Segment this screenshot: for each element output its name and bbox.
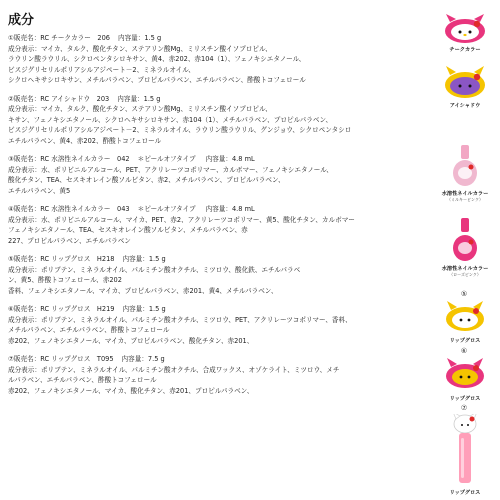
ingredient-line: 酸化チタン、TEA、セスキオレイン酸ソルビタン、赤2、メチルパラベン、プロピルパラベン、 [8, 176, 285, 184]
ingredient-section [8, 304, 433, 346]
product-label: 水溶性ネイルカラー [441, 191, 489, 197]
nail-bottle-icon [430, 145, 500, 189]
ingredient-section [8, 154, 433, 196]
product-name: ④販売名：RC 水溶性ネイルカラー 043 [8, 205, 130, 213]
product-name: ②販売名：RC アイシャドウ 203 [8, 94, 110, 103]
product-column [430, 0, 500, 500]
product-label: チークカラー [449, 47, 481, 53]
product-eye-shadow [430, 66, 500, 110]
ingredient-line: 成分表示：水、ポリビニルアルコール、マイカ、PET、赤2、アクリレーツコポリマー、黄5、酸化チタン、カルボマー [8, 215, 355, 224]
product-sublabel: （ローズピンク） [449, 272, 481, 277]
page-title: 成分 [8, 13, 35, 28]
ingredient-line: 香料、フェノキシエタノール、マイカ、プロピルパラベン、赤201、黄4、メチルパラベン、 [8, 286, 278, 295]
product-name: ⑤販売名：RC リップグロス H218 [8, 255, 115, 263]
cheek-compact-icon [430, 14, 500, 44]
lip-gloss-compact-icon [430, 357, 500, 391]
product-number: ⑤ [460, 290, 468, 298]
ingredient-line: メチルパラベン、エチルパラベン、酢酸トコフェロール [8, 326, 170, 334]
product-name: ③販売名：RC 水溶性ネイルカラー 042 [8, 155, 130, 163]
product-label: 水溶性ネイルカラー [441, 266, 489, 272]
product-nail-milky-pink [430, 145, 500, 205]
ingredient-line: 成分表示：ポリブテン、ミネラルオイル、パルミチン酸オクチル、ミツロウ、酸化鉄、エチルパラベ [8, 265, 301, 274]
product-number: ⑥ [460, 347, 468, 355]
product-sublabel: （ミルキーピンク） [447, 197, 483, 202]
product-cheek-color [430, 14, 500, 53]
section-header [8, 204, 433, 215]
ingredient-section [8, 33, 433, 86]
ingredient-line: シクロヘキサシロキサン、メチルパラベン、プロピルパラベン、エチルパラベン、酢酸トコフェロール [8, 76, 306, 84]
product-detail: 内容量：1.5 g [117, 34, 162, 42]
product-name: ⑥販売名：RC リップグロス H219 [8, 305, 115, 313]
ingredient-line: ビスジグリセリルポリアシルアジペート－2、ミネラルオイル、ラウリン酸ラウリル、グンジョウ、シクロペンタシロ [8, 126, 352, 134]
section-header [8, 154, 433, 165]
section-header [8, 33, 433, 44]
product-lip-gloss-h219 [430, 347, 500, 409]
ingredient-list [8, 33, 433, 404]
ingredient-line: ビスジグリセリルポリアシルアジペート－2、ミネラルオイル、 [8, 65, 195, 74]
section-header [8, 254, 433, 265]
ingredient-line: ラウリン酸ラウリル、シクロペンタシロキサン、黄4、赤202、赤104（1）、フェノキシエタノール、 [8, 55, 306, 63]
product-label: リップグロス [449, 338, 481, 344]
product-detail: 内容量：1.5 g [122, 255, 166, 263]
ingredient-line: 227、プロピルパラベン、エチルパラベン [8, 236, 131, 245]
ingredient-line: フェノキシエタノール、TEA、セスキオレイン酸ソルビタン、メチルパラベン、赤 [8, 226, 248, 234]
product-label: リップグロス [449, 396, 481, 402]
section-header [8, 304, 433, 315]
product-name: ①販売名：RC チークカラー 206 [8, 34, 110, 42]
ingredient-line: 成分表示：ポリブテン、ミネラルオイル、パルミチン酸オクチル、ミツロウ、PET、アクリレーツコポリマー、香料、 [8, 315, 352, 324]
ingredient-section [8, 94, 433, 147]
ingredient-section [8, 354, 433, 396]
product-detail: 内容量：1.5 g [122, 305, 166, 313]
nail-bottle-icon [430, 218, 500, 264]
ingredient-line: エチルパラベン、黄5 [8, 186, 71, 195]
product-number: ⑦ [460, 404, 468, 412]
product-detail: 内容量：4.8 mL [205, 205, 255, 213]
product-detail: 内容量：4.8 mL [205, 155, 255, 163]
product-lip-gloss-h218 [430, 290, 500, 350]
section-header [8, 354, 433, 365]
ingredient-line: キサン、フェノキシエタノール、シクロヘキサシロキサン、赤104（1）、メチルパラベン、プロピルパラベン、 [8, 115, 333, 124]
product-lip-gloss-t095 [430, 404, 500, 498]
ingredient-section [8, 254, 433, 296]
ingredient-line: 成分表示：水、ポリビニルアルコール、PET、アクリレーツコポリマー、カルボマー、フェノキシエタノール、 [8, 165, 333, 174]
ingredient-line: ン、黄5、酢酸トコフェロール、赤202 [8, 276, 122, 284]
product-detail: ＊ピールオフタイプ [137, 155, 196, 163]
section-header [8, 94, 433, 105]
product-label: アイシャドウ [449, 103, 481, 109]
product-detail: 内容量：7.5 g [121, 355, 165, 363]
ingredient-line: 成分表示：マイカ、タルク、酸化チタン、ステアリン酸Mg、ミリスチン酸イソプロピル、 [8, 105, 272, 113]
product-label: リップグロス [449, 490, 481, 496]
lip-gloss-tube-icon [430, 414, 500, 488]
ingredient-line: 赤202、フェノキシエタノール、マイカ、プロピルパラベン、酸化チタン、赤201、 [8, 336, 254, 345]
product-name: ⑦販売名：RC リップグロス T095 [8, 355, 114, 363]
product-detail: 内容量：1.5 g [117, 94, 161, 103]
ingredient-line: エチルパラベン、黄4、赤202、酢酸トコフェロール [8, 136, 162, 145]
ingredient-line: 赤202、フェノキシエタノール、マイカ、酸化チタン、赤201、プロピルパラベン、 [8, 386, 254, 395]
ingredient-line: 成分表示：マイカ、タルク、酸化チタン、ステアリン酸Mg、ミリスチン酸イソプロピル、 [8, 44, 272, 53]
eyeshadow-compact-icon [430, 66, 500, 100]
ingredient-section [8, 204, 433, 246]
lip-gloss-compact-icon [430, 300, 500, 334]
ingredient-line: ルパラベン、エチルパラベン、酢酸トコフェロール [8, 376, 157, 384]
product-detail: ＊ピールオフタイプ [137, 205, 196, 213]
ingredient-line: 成分表示：ポリブテン、ミネラルオイル、パルミチン酸オクチル、合成ワックス、オゾケライト、ミツロウ、メチ [8, 365, 340, 374]
product-nail-rose-pink [430, 218, 500, 280]
